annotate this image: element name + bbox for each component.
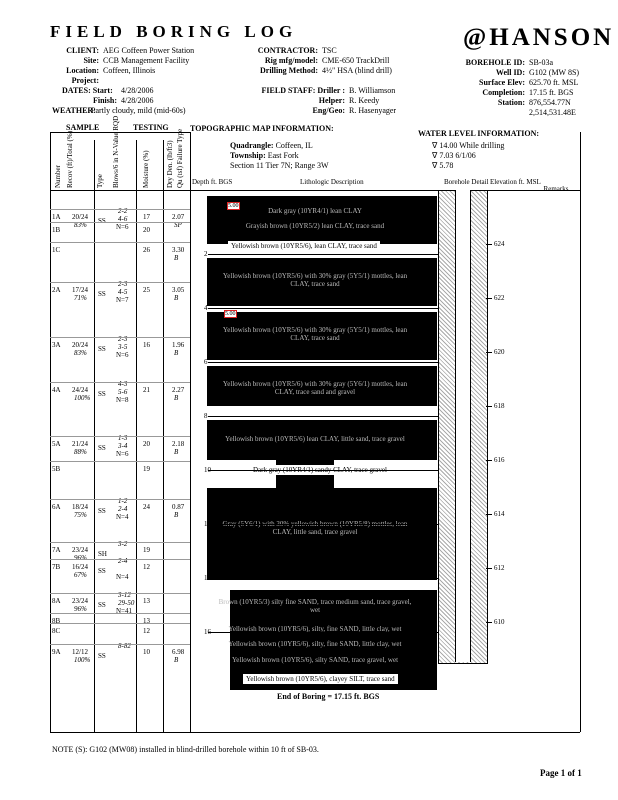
water-1-icon: ∇ — [432, 141, 438, 150]
sample-num: 1C — [52, 246, 61, 254]
depth-gridline — [208, 416, 438, 417]
depth-tick-label: 6 — [204, 358, 208, 366]
header-right — [463, 58, 579, 118]
rig-value: CME-650 TrackDrill — [322, 56, 390, 65]
sample-row-divider — [50, 461, 190, 462]
water-1-note: While drilling — [459, 141, 505, 150]
well-casing — [455, 190, 471, 662]
start-date: 4/28/2006 — [121, 86, 154, 95]
sample-qu: 2.27 — [172, 386, 185, 394]
elevation-tick-label: 622 — [494, 294, 505, 302]
depth-gridline — [208, 308, 438, 309]
township-label: Township: — [230, 151, 266, 160]
sample-blows: 2-3 — [118, 280, 128, 288]
sample-num: 6A — [52, 503, 61, 511]
header-middle — [250, 46, 396, 116]
col-remarks: Remarks — [543, 185, 569, 193]
location-value: Coffeen, Illinois — [103, 66, 156, 75]
col-depth: Depth ft. BGS — [192, 178, 233, 186]
water-heading: WATER LEVEL INFORMATION: — [418, 129, 540, 138]
contractor-label: CONTRACTOR: — [257, 46, 318, 55]
depth-gridline — [208, 254, 438, 255]
sample-recov: 21/24 — [72, 440, 88, 448]
sample-fail: B — [174, 349, 179, 357]
sample-num: 8A — [52, 597, 61, 605]
sample-recov: 18/24 — [72, 503, 88, 511]
water-2-note: 6/1/06 — [455, 151, 476, 160]
sample-moist: 26 — [143, 246, 150, 254]
helper-value: R. Keedy — [349, 96, 380, 105]
sample-qu: 2.18 — [172, 440, 185, 448]
client-label: CLIENT: — [66, 46, 99, 55]
lithology-text: Yellowish brown (10YR5/6), silty SAND, trace gravel, wet — [231, 656, 399, 664]
sample-qu: 3.30 — [172, 246, 185, 254]
notes: NOTE (S): G102 (MW08) installed in blind-drilled borehole within 10 ft of SB-03. — [52, 745, 319, 754]
testing-heading: TESTING — [133, 123, 169, 132]
rig-label: Rig mfg/model: — [264, 56, 318, 65]
well-value: G102 (MW 8S) — [529, 68, 580, 77]
sample-moist: 13 — [143, 617, 150, 625]
sample-blows2: 2-4 — [118, 505, 128, 513]
sample-row-divider — [50, 499, 190, 500]
township-value: East Fork — [267, 151, 299, 160]
sample-moist: 17 — [143, 213, 150, 221]
lithology-text: Dark gray (10YR4/1) lean CLAY — [268, 207, 362, 215]
lithology-text: Yellowish brown (10YR5/6) with 30% gray (5Y5/1) mottles, lean CLAY, trace sand — [222, 272, 408, 288]
station-label: Station: — [497, 98, 525, 107]
topo-info — [230, 141, 329, 171]
sample-n: N=41 — [116, 607, 133, 615]
depth-tick-label: 2 — [204, 250, 208, 258]
sample-type: SS — [98, 345, 106, 353]
sample-blows: 3-2 — [118, 540, 128, 548]
sample-qu: 0.87 — [172, 503, 185, 511]
eng-label: Eng/Geo: — [312, 106, 345, 115]
eng-value: R. Hasenyager — [349, 106, 397, 115]
sample-num: 3A — [52, 341, 61, 349]
sample-num: 7B — [52, 563, 61, 571]
red-label-1: 5.00 — [228, 203, 239, 209]
depth-tick-label: 10 — [204, 466, 211, 474]
sample-num: 9A — [52, 648, 61, 656]
lithology-text: Brown (10YR5/3) silty fine SAND, trace medium sand, trace gravel, wet — [218, 598, 412, 614]
section-line: Section 11 Tier 7N; Range 3W — [230, 161, 329, 170]
weather-value: Partly cloudy, mild (mid-60s) — [91, 106, 186, 115]
surface-label: Surface Elev: — [479, 78, 525, 87]
col-qu: Qu (tsf) Failure Type — [176, 128, 184, 188]
station-north: 876,554.77N — [529, 98, 571, 107]
quadrangle-value: Coffeen, IL — [275, 141, 313, 150]
elevation-tick-label: 610 — [494, 618, 505, 626]
col-lith: Lithologic Description — [300, 178, 364, 186]
lithology-text: Grayish brown (10YR5/2) lean CLAY, trace sand — [245, 222, 385, 230]
sample-moist: 25 — [143, 286, 150, 294]
sample-fail: B — [174, 394, 179, 402]
sample-blows: 1-3 — [118, 434, 128, 442]
sample-num: 8C — [52, 627, 61, 635]
sample-type: SS — [98, 601, 106, 609]
sample-blows2: 5-6 — [118, 388, 128, 396]
borehole-label: BOREHOLE ID: — [465, 58, 525, 67]
sample-blows: 2-2 — [118, 207, 128, 215]
sample-pct: 100% — [74, 394, 91, 402]
sample-recov: 20/24 — [72, 213, 88, 221]
borehole-value: SB-03a — [529, 58, 553, 67]
sample-fail: B — [174, 294, 179, 302]
sample-moist: 12 — [143, 627, 150, 635]
surface-value: 625.70 ft. MSL — [529, 78, 579, 87]
sample-pct: 96% — [74, 554, 87, 562]
water-2-icon: ∇ — [432, 151, 438, 160]
sample-blows: 4-3 — [118, 380, 128, 388]
sample-pct: 83% — [74, 349, 87, 357]
sample-type: SS — [98, 444, 106, 452]
sample-moist: 20 — [143, 226, 150, 234]
helper-label: Helper: — [318, 96, 345, 105]
completion-label: Completion: — [482, 88, 525, 97]
sample-row-divider — [50, 222, 190, 223]
sample-blows: 2-4 — [118, 557, 128, 565]
redaction-block-1 — [207, 196, 437, 244]
sample-row-divider — [50, 613, 190, 614]
method-value: 4½" HSA (blind drill) — [322, 66, 392, 75]
depth-gridline — [208, 578, 438, 579]
lithology-text: Yellowish brown (10YR5/6) lean CLAY, little sand, trace gravel — [225, 435, 405, 443]
contractor-value: TSC — [322, 46, 337, 55]
sample-blows: 8-82 — [118, 642, 131, 650]
depth-gridline — [208, 470, 438, 471]
sample-blows: 2-3 — [118, 335, 128, 343]
water-3-depth: 5.78 — [439, 161, 454, 170]
lithology-text: Yellowish brown (10YR5/6) with 30% gray (5Y5/1) mottles, lean CLAY, trace sand — [222, 326, 408, 342]
sample-type: SS — [98, 652, 106, 660]
elevation-tick — [486, 406, 492, 407]
driller-value: B. Williamson — [349, 86, 396, 95]
sample-pct: 88% — [74, 448, 87, 456]
sample-heading: SAMPLE — [66, 123, 100, 132]
sample-recov: 24/24 — [72, 386, 88, 394]
depth-gridline — [208, 524, 438, 525]
lithology-text: Yellowish brown (10YR5/6), silty, fine SAND, little clay, wet — [228, 625, 402, 633]
sample-row-divider — [50, 436, 190, 437]
lithology-text: Yellowish brown (10YR5/6), silty, fine SAND, little clay, wet — [228, 640, 402, 648]
elevation-tick-label: 614 — [494, 510, 505, 518]
sample-type: SS — [98, 390, 106, 398]
sample-n: N=7 — [116, 296, 129, 304]
col-recov: Recov (ft)/Total (%) — [66, 130, 74, 188]
elevation-tick — [486, 244, 492, 245]
sample-moist: 21 — [143, 386, 150, 394]
sample-pct: 75% — [74, 511, 87, 519]
lithology-text: Yellowish brown (10YR5/6) with 30% gray (5Y6/1) mottles, lean CLAY, trace sand and gravel — [222, 380, 408, 396]
water-2-depth: 7.03 — [439, 151, 454, 160]
sample-blows: 1-2 — [118, 497, 128, 505]
sample-recov: 16/24 — [72, 563, 88, 571]
sample-n: N=4 — [116, 513, 129, 521]
sample-num: 2A — [52, 286, 61, 294]
finish-date: 4/28/2006 — [121, 96, 154, 105]
sample-qu: 6.98 — [172, 648, 185, 656]
sample-type: SS — [98, 290, 106, 298]
site-label: Site: — [83, 56, 99, 65]
col-number: Number — [54, 165, 62, 188]
sample-blows2: 3-5 — [118, 343, 128, 351]
elevation-tick-label: 616 — [494, 456, 505, 464]
sample-fail: B — [174, 254, 179, 262]
sample-num: 7A — [52, 546, 61, 554]
sample-type: SS — [98, 507, 106, 515]
col-elevation: Elevation ft. MSL — [490, 178, 541, 186]
red-label-2: 5.00 — [225, 311, 236, 317]
col-borehole: Borehole Detail — [444, 178, 489, 186]
lithology-text: Yellowish brown (10YR5/6), lean CLAY, trace sand — [228, 241, 380, 251]
elevation-tick-label: 620 — [494, 348, 505, 356]
sample-num: 5A — [52, 440, 61, 448]
sample-blows2: 29-50 — [118, 599, 135, 607]
document-title: FIELD BORING LOG — [50, 22, 298, 41]
water-3-icon: ∇ — [432, 161, 438, 170]
sample-fail: SP — [174, 221, 182, 229]
finish-label: Finish: — [92, 96, 117, 105]
water-1-depth: 14.00 — [439, 141, 458, 150]
col-moisture: Moisture (%) — [142, 150, 150, 188]
elevation-tick — [486, 298, 492, 299]
depth-tick-label: 14 — [204, 574, 211, 582]
sample-moist: 24 — [143, 503, 150, 511]
sample-num: 1B — [52, 226, 61, 234]
elevation-tick — [486, 568, 492, 569]
sample-blows2: 4-6 — [118, 215, 128, 223]
sample-row-divider — [50, 559, 190, 560]
sample-pct: 71% — [74, 294, 87, 302]
sample-num: 8B — [52, 617, 61, 625]
company-logo: @HANSON — [463, 24, 615, 51]
sample-blows2: 3-4 — [118, 442, 128, 450]
elevation-tick-label: 612 — [494, 564, 505, 572]
staff-label: FIELD STAFF: Driller : — [261, 86, 345, 95]
client-value: AEG Coffeen Power Station — [103, 46, 195, 55]
sample-pct: 100% — [74, 656, 91, 664]
sample-pct: 83% — [74, 221, 87, 229]
sample-qu: 1.96 — [172, 341, 185, 349]
sample-blows: 3-12 — [118, 591, 131, 599]
sample-num: 4A — [52, 386, 61, 394]
page-number: Page 1 of 1 — [540, 768, 582, 778]
sample-qu: 2.07 — [172, 213, 185, 221]
sample-fail: B — [174, 448, 179, 456]
sample-moist: 19 — [143, 465, 150, 473]
sample-row-divider — [50, 644, 190, 645]
sample-recov: 23/24 — [72, 597, 88, 605]
header-left — [52, 46, 194, 116]
dates-label: DATES: Start: — [62, 86, 113, 95]
end-of-boring: End of Boring = 17.15 ft. BGS — [277, 692, 380, 701]
sample-row-divider — [50, 282, 190, 283]
sample-n: N=6 — [116, 223, 129, 231]
elevation-tick-label: 618 — [494, 402, 505, 410]
elevation-tick — [486, 460, 492, 461]
location-label: Location: — [66, 66, 99, 75]
site-value: CCB Management Facility — [103, 56, 190, 65]
elevation-tick — [486, 352, 492, 353]
sample-n: N=6 — [116, 351, 129, 359]
sample-recov: 12/12 — [72, 648, 88, 656]
sample-type: SH — [98, 550, 107, 558]
sample-row-divider — [50, 542, 190, 543]
project-label: Project: — [71, 76, 99, 85]
depth-tick-label: 8 — [204, 412, 208, 420]
sample-fail: B — [174, 511, 179, 519]
elevation-tick — [486, 622, 492, 623]
depth-tick-label: 16 — [204, 628, 211, 636]
depth-gridline — [208, 362, 438, 363]
elevation-tick — [486, 514, 492, 515]
sample-type: SS — [98, 567, 106, 575]
station-east: 2,514,531.48E — [529, 108, 576, 117]
sample-moist: 10 — [143, 648, 150, 656]
col-blows: Blows/6 in N-Value RQD — [112, 115, 120, 188]
sample-fail: B — [174, 656, 179, 664]
sample-recov: 17/24 — [72, 286, 88, 294]
sample-n: N=8 — [116, 396, 129, 404]
sample-row-divider — [50, 593, 190, 594]
lithology-text: Gray (5Y6/1) with 30% yellowish brown (10YR5/8) mottles, lean CLAY, little sand, trace gravel — [222, 520, 408, 536]
sample-moist: 19 — [143, 546, 150, 554]
sample-recov: 20/24 — [72, 341, 88, 349]
sample-moist: 16 — [143, 341, 150, 349]
sample-num: 1A — [52, 213, 61, 221]
sample-pct: 67% — [74, 571, 87, 579]
sample-pct: 96% — [74, 605, 87, 613]
sample-row-divider — [50, 242, 190, 243]
sample-n: N=4 — [116, 573, 129, 581]
sample-row-divider — [50, 382, 190, 383]
completion-value: 17.15 ft. BGS — [529, 88, 574, 97]
sample-blows2: 4-5 — [118, 288, 128, 296]
sample-num: 5B — [52, 465, 61, 473]
weather-label: WEATHER: — [52, 106, 96, 115]
lithology-text: Yellowish brown (10YR5/6), clayey SILT, trace sand — [243, 674, 398, 684]
elevation-tick-label: 624 — [494, 240, 505, 248]
water-info — [432, 141, 504, 171]
sample-n: N=6 — [116, 450, 129, 458]
depth-tick-label: 12 — [204, 520, 211, 528]
sample-moist: 12 — [143, 563, 150, 571]
sample-recov: 23/24 — [72, 546, 88, 554]
sample-row-divider — [50, 209, 190, 210]
depth-gridline — [208, 632, 438, 633]
col-type: Type — [96, 174, 104, 188]
sample-moist: 20 — [143, 440, 150, 448]
sample-qu: 3.05 — [172, 286, 185, 294]
sample-row-divider — [50, 623, 190, 624]
method-label: Drilling Method: — [260, 66, 318, 75]
quadrangle-label: Quadrangle: — [230, 141, 274, 150]
depth-tick-label: 4 — [204, 304, 208, 312]
col-dry-density: Dry Den. (lb/ft3) — [166, 140, 174, 188]
topo-heading: TOPOGRAPHIC MAP INFORMATION: — [190, 124, 334, 133]
lithology-text: Dark gray (10YR4/1) sandy CLAY, trace gravel — [250, 465, 390, 475]
sample-type: SS — [98, 217, 106, 225]
well-label: Well ID: — [495, 68, 525, 77]
sample-moist: 13 — [143, 597, 150, 605]
sample-row-divider — [50, 337, 190, 338]
